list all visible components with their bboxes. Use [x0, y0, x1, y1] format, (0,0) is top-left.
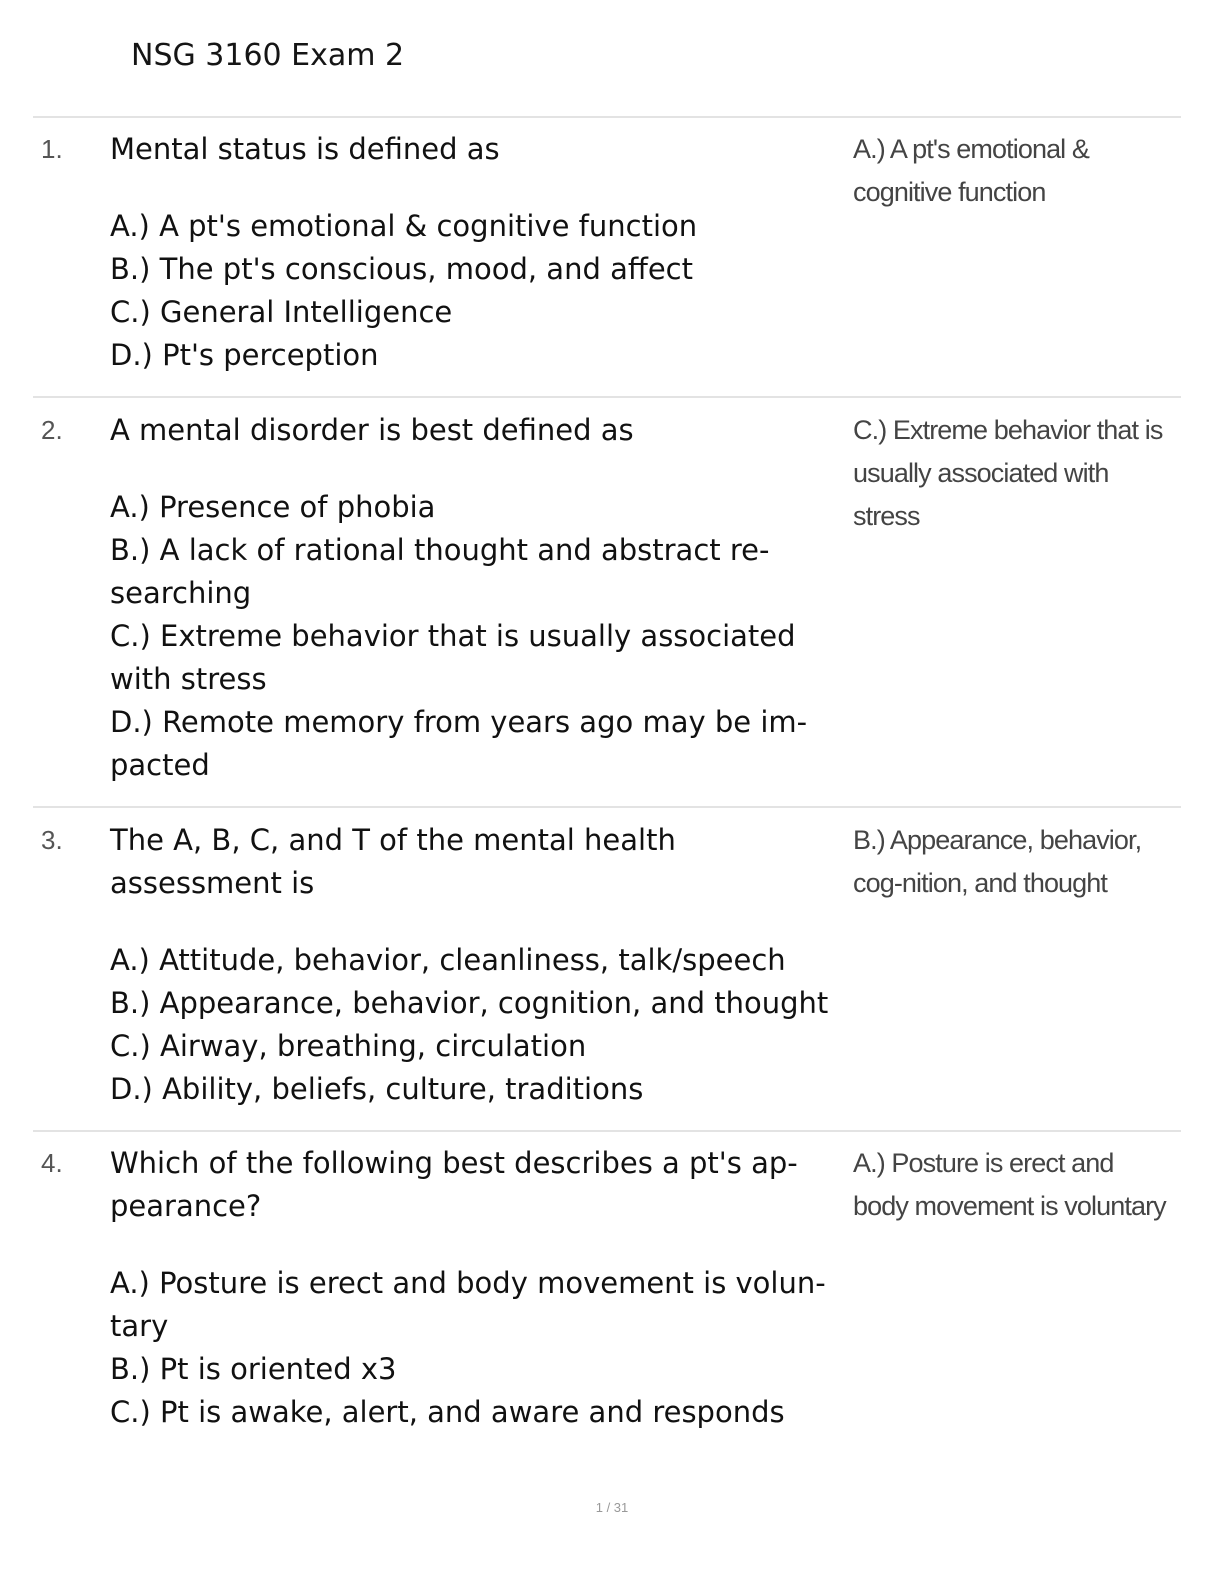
answer-text: B.) Appearance, behavior, cog-nition, and thought: [853, 825, 1142, 898]
answer-text: A.) Posture is erect and body movement is voluntary: [853, 1148, 1166, 1221]
page-indicator: 1 / 31: [595, 1500, 629, 1515]
card-question-block: [110, 128, 850, 377]
option-d: D.) Pt's perception: [110, 338, 379, 372]
answer-text: A.) A pt's emotional & cognitive function: [853, 134, 1089, 207]
divider: [33, 396, 1181, 398]
question-text: Which of the following best describes a pt's ap-pearance?: [110, 1146, 798, 1223]
option-d: D.) Ability, beliefs, culture, traditions: [110, 1072, 644, 1106]
option-c: C.) Extreme behavior that is usually associated with stress: [110, 619, 796, 696]
option-b: B.) Pt is oriented x3: [110, 1352, 397, 1386]
document-title: NSG 3160 Exam 2: [131, 38, 405, 73]
divider: [33, 806, 1181, 808]
option-b: B.) The pt's conscious, mood, and affect: [110, 252, 693, 286]
card-question-block: [110, 1142, 850, 1434]
question-text: Mental status is defined as: [110, 132, 500, 166]
option-c: C.) Pt is awake, alert, and aware and responds: [110, 1395, 785, 1429]
question-text: The A, B, C, and T of the mental health assessment is: [110, 823, 676, 900]
divider: [33, 1130, 1181, 1132]
option-c: C.) General Intelligence: [110, 295, 453, 329]
card-number: 1.: [41, 134, 63, 164]
option-b: B.) Appearance, behavior, cognition, and thought: [110, 986, 829, 1020]
divider: [33, 116, 1181, 118]
option-a: A.) A pt's emotional & cognitive function: [110, 209, 698, 243]
card-question-block: [110, 819, 850, 1111]
card-number: 4.: [41, 1148, 63, 1178]
option-b: B.) A lack of rational thought and abstract re-searching: [110, 533, 770, 610]
card-question-block: [110, 409, 850, 787]
question-text: A mental disorder is best defined as: [110, 413, 634, 447]
option-a: A.) Posture is erect and body movement is volun-tary: [110, 1266, 826, 1343]
option-c: C.) Airway, breathing, circulation: [110, 1029, 587, 1063]
card-number: 2.: [41, 415, 63, 445]
option-d: D.) Remote memory from years ago may be im-pacted: [110, 705, 808, 782]
option-a: A.) Presence of phobia: [110, 490, 436, 524]
card-number: 3.: [41, 825, 63, 855]
answer-text: C.) Extreme behavior that is usually associated with stress: [853, 415, 1163, 531]
option-a: A.) Attitude, behavior, cleanliness, talk/speech: [110, 943, 786, 977]
